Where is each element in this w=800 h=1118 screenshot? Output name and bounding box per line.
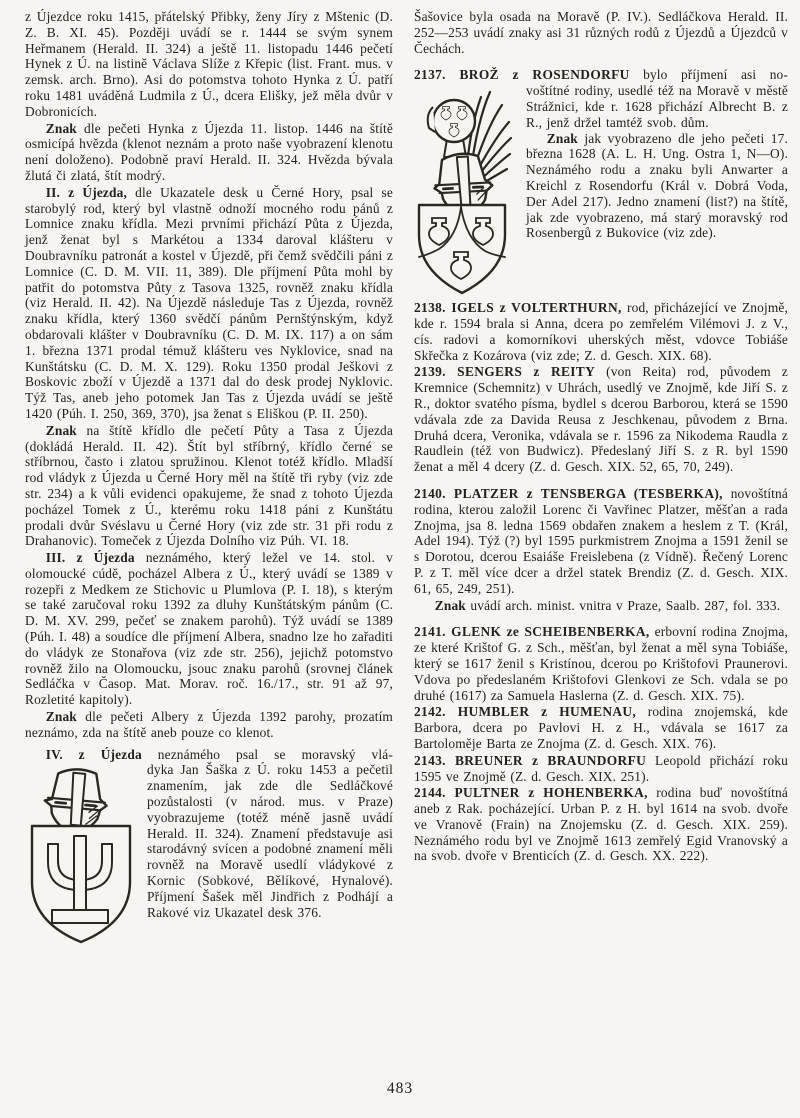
- section-iv-first-line: [25, 747, 393, 763]
- lead-znak: Znak: [45, 120, 77, 136]
- entry-heading-line: [414, 67, 788, 83]
- entry-number-and-name: 2142. HUMBLER z HUMENAU,: [414, 704, 637, 720]
- entry-2137-body: [414, 83, 788, 241]
- paragraph-sasovice-continuation: [414, 9, 788, 56]
- paragraph-text: neznámého psal se moravský vlá-: [141, 746, 393, 762]
- entry-2139-sengers-z-reity: [414, 364, 788, 475]
- paragraph-text: dle pečeti Albery z Újezda 1392 parohy, prozatím neznámo, zda na štítě aneb pouze co klenot.: [25, 709, 393, 740]
- paragraph-text: z Újezdce roku 1415, přátelský Přibky, ženy Jíry z Mštenic (D. Z. B. XI. 45). Později uvádí se r. 1444 se svým synem Heřmanem (Herald. II. 324) a ještě 11. listopadu 1446 pečetí Hynek z Ú. na listině Václava Slíže z Křepic (list. Frant. mus. v zemsk. arch. Brno). Asi do potomstva tohoto Hynka z Ú. patří roku 1481 uváděná Ludmila z Ú., dcera Elišky, jež měla dvůr v Dobronicích.: [25, 9, 393, 119]
- great-helm-icon: [42, 767, 109, 835]
- section-iv-z-ujezda: [25, 747, 393, 921]
- entry-number-and-name: 2140. PLATZER z TENSBERGA (TESBERKA),: [414, 485, 723, 501]
- paragraph-znak-hynek: [25, 121, 393, 184]
- lead-iii-z-ujezda: III. z Újezda: [45, 550, 135, 566]
- entry-2140-body: [414, 486, 788, 597]
- entry-number-and-name: 2138. IGELS z VOLTERTHURN,: [414, 300, 622, 316]
- entry-number-and-name: 2139. SENGERS z REITY: [414, 364, 596, 380]
- paragraph-text: uvádí arch. minist. vnitra v Praze, Saalb. 287, fol. 333.: [465, 597, 781, 613]
- entry-2137-broz-z-rosendorfu: [414, 67, 788, 241]
- paragraph-ujezdce-continuation: [25, 9, 393, 120]
- entry-2140-platzer-z-tensberga: [414, 486, 788, 613]
- section-iii-z-ujezda: [25, 550, 393, 708]
- section-iv-body: [25, 762, 393, 920]
- lead-znak: Znak: [546, 130, 578, 146]
- lead-znak: Znak: [45, 422, 77, 438]
- entry-text: voštítné rodiny, usedlé též na Moravě v městě Strážnici, kde r. 1628 přichází Albrecht B. z R., jenž držel tamtéž svob. dům.: [526, 83, 788, 130]
- entry-text: Leopold přichází roku 1595 ve Znojmě (Z. d. Gesch. XIX. 251).: [414, 752, 788, 784]
- entry-2138-igels-z-volterthurn: [414, 300, 788, 363]
- entry-text: bylo příjmení asi no-: [629, 67, 789, 83]
- entry-2143-breuner-z-braundorfu: [414, 753, 788, 785]
- entry-text: novoštítná rodina, kterou založil Lorenc či Vavřinec Platzer, měšťan a rada Znojma, jsa 8. ledna 1569 obdařen znakem a heslem z T. (Král, Adel 194). Týž (?) byl 1595 purkmistrem Znojma a 1591 ženil se s Dorotou, dcerou Esaiáše Freislebena (z Vídně). Řečený Lorenc P. z T. měl více dcer a držel statek Brendiz (Z. d. Gesch. XIX. 61, 65, 249, 251).: [414, 485, 788, 596]
- paragraph-znak-puta-tas: [25, 423, 393, 549]
- entry-text: erbovní rodina Znojma, ze které Krištof G. z Sch., měšťan, byl ženat a měl syna Tobiáše, který se 1617 ženil s Kristínou, dcerou po Krištofovi Praunerovi. Vdova po předeslaném Krištofovi Glenkovi ze Sch. vdala se po druhé (1617) za Samuela Haslerna (Z. d. Gesch. XIX. 75).: [414, 624, 789, 703]
- paragraph-text: dle Ukazatele desk u Černé Hory, psal se starobylý rod, který byl vlastně odnoží mocného rodu pánů z Lomnice znaku křídla. Mezi prvními přichází Půta z Újezda, jenž ženat byl s Markétou a 1334 daroval klášteru v Doubravníku patronát a kostel v Újezdě, při čemž svědčili páni z Lomnice (C. D. M. VII. 11, 389). Dle příjmení Půta mohl by patřit do potomstva Půty z Tasova 1325, rovněž znaku křídla (viz Herald. II. 42). Na Újezdě následuje Tas z Újezda, rovněž znaku křídla, který 1360 svědčí pánům Pernštýnským, když obdarovali klášter v Doubravníku (C. D. M. IX. 117) a on sám 1. března 1371 prodal témuž klášteru ves Nyklovice, snad na Kunštátsku (C. D. M. X. 129). Roku 1350 prodal Ješkovi z Boskovic zboží v Újezdě a 1371 dal do desk prodej Nyklovic. Týž Tas, aneb jeho potomek Jan Tas z Újezda uvádí se ještě 1420 (Púh. I. 250, 369, 370), jsa ženat s Eliškou (P. II. 250).: [25, 184, 393, 421]
- entry-number-and-name: 2137. BROŽ z ROSENDORFU: [414, 67, 630, 83]
- right-column: [414, 9, 788, 949]
- entry-text: rodina znojemská, kde Barbora, dcera po Pavlovi H. z H., vdávala se 1617 za Bartoloměje Barta ze Znojma (Z. d. Gesch. XIX. 76).: [414, 704, 788, 751]
- page-number: 483: [386, 1080, 414, 1097]
- entry-number-and-name: 2141. GLENK ze SCHEIBENBERKA,: [414, 624, 650, 640]
- lead-iv-z-ujezda: IV. z Újezda: [45, 746, 142, 762]
- entry-text: rodina buď novoštítná aneb z Rak. pocházející. Urban P. z H. byl 1614 na svob. dvoře ve Vranově (Frain) na Znojemsku (Z. d. Gesch. XIX. 259). Neznámého rodu byl ve Znojmě 1613 zemřelý Egid Vranovský a na svob. dvoře v Brenticích (Z. d. Gesch. XX. 222).: [414, 785, 788, 864]
- section-ii-z-ujezda: [25, 185, 393, 422]
- entry-2141-glenk-ze-scheibenberka: [414, 624, 788, 703]
- paragraph-text: Šašovice byla osada na Moravě (P. IV.). Sedláčkova Herald. II. 252—253 uvádí znaky asi 31 různých rodů z Újezdů a Újezdců v Čechách.: [414, 9, 788, 56]
- paragraph-text: na štítě křídlo dle pečetí Půty a Tasa z Újezda (dokládá Herald. II. 42). Štít byl stříbrný, křídlo černé se stříbrnou, často i zlatou spružinou. Klenot totéž křídlo. Mladší rod vládyk z Újezda u Černé Hory měl na štítě tři ryby (viz zde str. 234) a k vůli evidenci opakujeme, že snad z tohoto Újezda pocházel Tomek z Ú., kterému roku 1418 páni z Kunštátu prodali dvůr Svéslavu u Černé Hory (viz zde str. 31 při rodu z Drahanovic). Tomeček z Újezda Dolního viz Púh. VI. 18.: [25, 422, 393, 549]
- paragraph-text: dle pečeti Hynka z Újezda 11. listop. 1446 na štítě osmicípá hvězda (klenot neznám a proto naše vyobrazení klenotu není doloženo). Podobně praví Herald. II. 324. Hvězda bývala žlutá či zlatá, štít modrý.: [25, 120, 393, 183]
- entry-2144-pultner-z-hohenberka: [414, 785, 788, 864]
- ujezd-helm-shield-candlestick-illustration: [28, 764, 134, 946]
- paragraph-text: dyka Jan Šaška z Ú. roku 1453 a pečetil znamením, jak zde dle Sedláčkové pozůstalosti (v národ. mus. v Praze) vyobrazujeme (totéž méně jasně uvádí Herald. II. 324). Znamení představuje asi starodávný svícen a podobné znamení měli rovněž na Moravě usedlí vládykové z Kornic (Sobkové, Bělíkové, Hynalové). Příjmení Šašek měl Jindřich z Podhájí a Rakové viz Ukazatel desk 376.: [147, 762, 393, 920]
- lead-znak: Znak: [434, 597, 466, 613]
- lead-znak: Znak: [45, 709, 77, 725]
- paragraph-znak-albera: [25, 709, 393, 741]
- entry-text: (von Reita) rod, původem z Kremnice (Schemnitz) v Uhrách, usedlý ve Znojmě, kde Jiří S. z R., doktor svatého písma, bydlel s dcerou Barborou, která se 1590 vdávala zde za Davida Reusa z Jeschkenau, původem z Brna. Druhá dcera, Veronika, vdávala se r. 1596 za Nikodema Raudla z Raudlein (též von Budwicz). Předeslaný Jiří S. z R. byl 1590 ženat a měl 4 dcery (Z. d. Gesch. XIX. 52, 65, 70, 249).: [414, 364, 788, 475]
- entry-2142-humbler-z-humenau: [414, 704, 788, 751]
- rosendorf-coat-of-arms-illustration: [417, 85, 513, 297]
- paragraph-text: jak vyobrazeno dle jeho pečeti 17. března 1628 (A. L. H. Ung. Ostra 1, N—O). Neznámého rodu a znaku byli Anwarter a Kreichl z Rosendorfu (Král v. Dobrá Voda, Der Adel 217). Jedno znamení (list?) na štítě, jak zde vyobrazeno, má starý moravský rod Rosenbergů z Bukovice (viz zde).: [526, 130, 788, 241]
- paragraph-text: neznámého, který ležel ve 14. stol. v olomoucké cúdě, pocházel Albera z Ú., který uvádí se 1389 v rozepři z Medkem ze Stichovic u Plumlova (P. I. 18), s kterým se také zaručoval roku 1392 za dluhy Kunštátským pánům (C. D. M. XV. 299, pečeť se znakem parohů). Týž uvádí se 1389 (Púh. I. 48) a soudíce dle příjmení Albera, snadno lze ho zařaditi do vládyk ze Stonařova (viz zde str. 256), jejichž potomstvo rovněž žilo na Olomoucku, jsouc znaku parohů (srovnej článek Sedláčka v Časop. Mat. Morav. roč. 16./17., str. 91 až 97, Rozletité kapitoly).: [25, 550, 393, 708]
- entry-number-and-name: 2144. PULTNER z HOHENBERKA,: [414, 785, 648, 801]
- entry-number-and-name: 2143. BREUNER z BRAUNDORFU: [414, 752, 647, 768]
- entry-text: rod, přicházející ve Znojmě, kde r. 1594 brala si Anna, dcera po zemřelém Vilémovi J. z V., cís. radovi a komorníkovi uherských měst, vdovce Tobiáše Skřečka z Kozárova (viz zde; Z. d. Gesch. XIX. 68).: [414, 300, 788, 363]
- candlestick-mark-icon: [48, 836, 112, 923]
- paragraph-znak-platzer: [414, 598, 788, 614]
- lead-ii-z-ujezda: II. z Újezda,: [45, 184, 127, 200]
- left-column: [25, 9, 393, 949]
